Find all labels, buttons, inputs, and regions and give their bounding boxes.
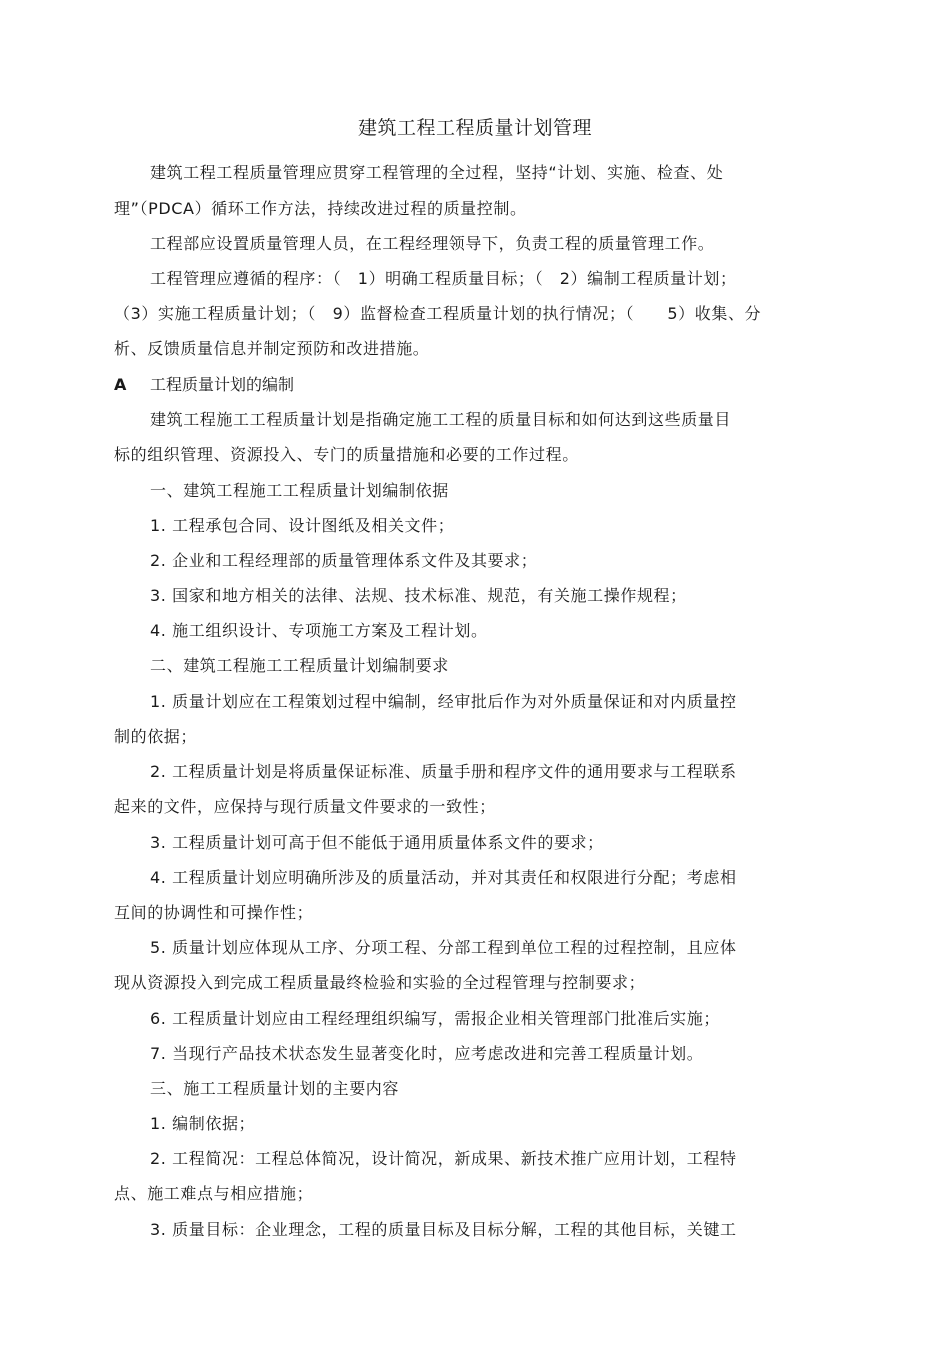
paragraph-line: 标的组织管理、资源投入、专门的质量措施和必要的工作过程。 [114, 445, 579, 464]
list-item-continuation: 现从资源投入到完成工程质量最终检验和实验的全过程管理与控制要求； [114, 973, 646, 992]
list-item-continuation: 互间的协调性和可操作性； [114, 903, 314, 922]
list-item: 3. 工程质量计划可高于但不能低于通用质量体系文件的要求； [150, 833, 604, 852]
list-item: 2. 企业和工程经理部的质量管理体系文件及其要求； [150, 551, 538, 570]
list-item: 1. 编制依据； [150, 1114, 256, 1133]
paragraph-line: 析、反馈质量信息并制定预防和改进措施。 [114, 339, 430, 358]
list-item: 2. 工程简况：工程总体简况，设计简况，新成果、新技术推广应用计划，工程特 [150, 1149, 737, 1168]
document-title: 建筑工程工程质量计划管理 [357, 117, 592, 139]
paragraph-line: 建筑工程工程质量管理应贯穿工程管理的全过程，坚持“计划、实施、检查、处 [150, 163, 724, 182]
list-item: 2. 工程质量计划是将质量保证标准、质量手册和程序文件的通用要求与工程联系 [150, 762, 737, 781]
list-item: 4. 工程质量计划应明确所涉及的质量活动，并对其责任和权限进行分配；考虑相 [150, 868, 737, 887]
list-item: 1. 工程承包合同、设计图纸及相关文件； [150, 516, 455, 535]
list-item-continuation: 点、施工难点与相应措施； [114, 1184, 314, 1203]
subheading: 二、建筑工程施工工程质量计划编制要求 [150, 656, 449, 675]
list-item: 3. 质量目标：企业理念，工程的质量目标及目标分解，工程的其他目标，关键工 [150, 1220, 737, 1239]
paragraph-line: （3）实施工程质量计划；（ 9）监督检查工程质量计划的执行情况；（ 5）收集、分 [114, 304, 762, 323]
list-item-continuation: 起来的文件，应保持与现行质量文件要求的一致性； [114, 797, 496, 816]
paragraph-line: 工程部应设置质量管理人员，在工程经理领导下，负责工程的质量管理工作。 [150, 234, 715, 253]
section-heading-a [114, 374, 294, 396]
paragraph-line: 工程管理应遵循的程序：（ 1）明确工程质量目标；（ 2）编制工程质量计划； [150, 269, 737, 288]
list-item: 3. 国家和地方相关的法律、法规、技术标准、规范，有关施工操作规程； [150, 586, 687, 605]
list-item: 4. 施工组织设计、专项施工方案及工程计划。 [150, 621, 488, 640]
paragraph-line: 理”（PDCA）循环工作方法，持续改进过程的质量控制。 [114, 199, 527, 218]
section-letter: A [114, 375, 127, 394]
list-item: 7. 当现行产品技术状态发生显著变化时，应考虑改进和完善工程质量计划。 [150, 1044, 704, 1063]
list-item: 6. 工程质量计划应由工程经理组织编写，需报企业相关管理部门批准后实施； [150, 1009, 720, 1028]
paragraph-line: 建筑工程施工工程质量计划是指确定施工工程的质量目标和如何达到这些质量目 [150, 410, 732, 429]
subheading: 一、建筑工程施工工程质量计划编制依据 [150, 481, 449, 500]
subheading: 三、施工工程质量计划的主要内容 [150, 1079, 400, 1098]
list-item-continuation: 制的依据； [114, 727, 198, 746]
list-item: 5. 质量计划应体现从工序、分项工程、分部工程到单位工程的过程控制，且应体 [150, 938, 737, 957]
section-heading-text: 工程质量计划的编制 [150, 375, 295, 394]
list-item: 1. 质量计划应在工程策划过程中编制，经审批后作为对外质量保证和对内质量控 [150, 692, 737, 711]
